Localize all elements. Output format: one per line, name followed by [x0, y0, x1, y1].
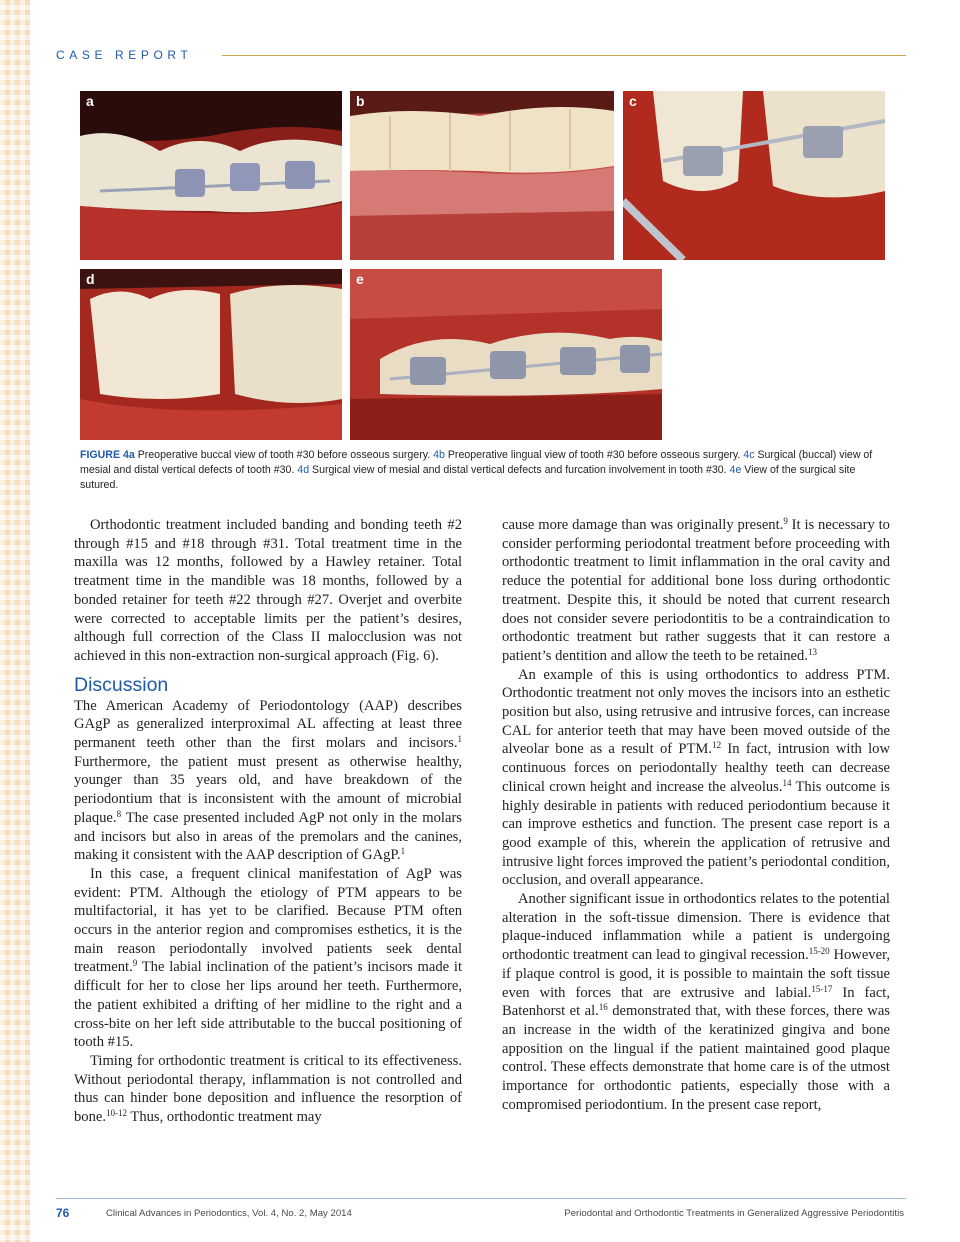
caption-text: Surgical (buccal) view of mesial and distal vertical defects of tooth #30. [80, 449, 873, 476]
photo-letter: a [86, 93, 94, 109]
figure-photo-b [350, 91, 614, 260]
page-number: 76 [56, 1206, 70, 1220]
figure-photo-d [80, 269, 342, 440]
figure-label: FIGURE 4a [80, 449, 135, 461]
photo-letter: e [356, 271, 364, 287]
section-heading: Discussion [74, 673, 169, 696]
citation: 9 [783, 516, 788, 526]
caption-sublabel: 4d [297, 464, 310, 476]
caption-text: Surgical view of mesial and distal vertical defects and furcation involvement in tooth #30. [309, 464, 730, 476]
figure-caption [80, 448, 890, 493]
figure-photo-a [80, 91, 342, 260]
paragraph: In this case, a frequent clinical manifestation of AgP was evident: PTM. Although the etiology of PTM appears to be multifactorial, it has yet to be clarified. Because PTM often occurs in the anterior region and compromises esthetics, it is the main reason periodontally involved patients seek dental treatment.$^9$ The labial inclination of the patient’s incisors made it difficult for her to close her lips around her teeth. Furthermore, the patient exhibited a drifting of her midline to the right and a cross-bite on her left side attributable to the buccal positioning of tooth #15. [74, 865, 462, 1051]
left-column [74, 516, 462, 1127]
citation: 14 [782, 777, 792, 788]
caption-sublabel: 4b [433, 449, 445, 461]
citation: 1 [457, 734, 462, 745]
running-head: CASE REPORT [56, 48, 193, 62]
citation: 10-12 [106, 1108, 128, 1119]
journal-citation: Clinical Advances in Periodontics, Vol. 4, No. 2, May 2014 [106, 1208, 352, 1219]
citation: 13 [807, 646, 817, 657]
figure-photo-c [623, 91, 885, 260]
citation: 9 [132, 958, 138, 969]
caption-text: Preoperative buccal view of tooth #30 before osseous surgery. [134, 449, 434, 461]
paragraph: Orthodontic treatment included banding and bonding teeth #2 through #15 and #18 through #31. Total treatment time in the maxilla was 12 months, followed by a Hawley retainer. Total treatment time in the mandible was 18 months, followed by a bonded retainer for teeth #22 through #27. Overjet and overbite were corrected to acceptable limits per the patient’s desires, although full correction of the Class II malocclusion was not achieved in this non-extraction non-surgical approach (Fig. 6). [74, 517, 462, 664]
paragraph: The American Academy of Periodontology (AAP) describes GAgP as generalized interproximal AL affecting at least three permanent teeth other than the first molars and incisors.$^1$ Furthermore, the patient must present as otherwise healthy, younger than 35 years old, and have breakdown of the periodontium that is inconsistent with the amount of microbial plaque.$^8$ The case presented included AgP not only in the molars and incisors but also in areas of the premolars and the canines, making it consistent with the AAP description of GAgP.$^1$ [74, 697, 462, 864]
header-rule [222, 55, 906, 56]
footer-rule [56, 1198, 906, 1199]
caption-sublabel: 4e [729, 464, 742, 476]
figure-photo-e [350, 269, 662, 440]
citation: 1 [400, 846, 406, 857]
citation: 12 [712, 740, 722, 751]
right-column [502, 516, 890, 1115]
article-title: Periodontal and Orthodontic Treatments in Generalized Aggressive Periodontitis [564, 1208, 904, 1219]
citation: 15-20 [808, 946, 830, 957]
paragraph: Another significant issue in orthodontics relates to the potential alteration in the soft-tissue dimension. There is evidence that plaque-induced inflammation while a patient is undergoing orthodontic treatment can lead to gingival recession.$^{15-20}$ However, if plaque control is good, it is possible to maintain the soft tissue even with forces that are extrusive and labial.$^{15-17}$ In fact, Batenhorst et al.$^{16}$ demonstrated that, with these forces, there was an increase in the width of the keratinized gingiva and bone apposition on the lingual if the patient maintained good plaque control. These effects demonstrate that home care is of the utmost importance for orthodontic patients, especially those with a compromised periodontium. In the present case report, [502, 891, 891, 1113]
caption-text: View of the surgical site sutured. [80, 464, 856, 491]
citation: 15-17 [811, 983, 833, 994]
caption-text: Preoperative lingual view of tooth #30 before osseous surgery. [444, 449, 744, 461]
photo-letter: d [86, 271, 95, 287]
paragraph: Timing for orthodontic treatment is critical to its effectiveness. Without periodontal therapy, inflammation is not controlled and thus can hinder bone deposition and influence the resorption of bone.$^{10-12}$ Thus, orthodontic treatment may [74, 1052, 462, 1126]
caption-sublabel: 4c [743, 449, 755, 461]
citation: 8 [116, 808, 122, 819]
paragraph: cause more damage than was originally present.$^9$ It is necessary to consider performing periodontal treatment before proceeding with orthodontic treatment to limit inflammation in the oral cavity and reduce the potential for additional bone loss during orthodontic treatment. Despite this, it should be noted that current research does not consider severe periodontitis to be a contraindication to orthodontic treatment but rather suggests that it can restore a patient’s dentition and allow the teeth to be retained.$^{13}$ [502, 516, 890, 664]
decorative-side-strip [0, 0, 30, 1242]
citation: 16 [598, 1002, 608, 1013]
photo-letter: c [629, 93, 637, 109]
photo-letter: b [356, 93, 365, 109]
paragraph: An example of this is using orthodontics to address PTM. Orthodontic treatment not only moves the incisors into an esthetic position but also, using retrusive and intrusive forces, can increase CAL for anterior teeth that may have been moved outside of the alveolar bone as a result of PTM.$^{12}$ In fact, intrusion with low continuous forces on periodontally healthy teeth can decrease clinical crown height and increase the alveolus.$^{14}$ This outcome is highly desirable in patients with reduced periodontium because it can improve esthetics and function. The present case report is a good example of this, wherein the application of retrusive and intrusive light forces improved the patient’s periodontal condition, occlusion, and overall appearance. [502, 666, 890, 889]
